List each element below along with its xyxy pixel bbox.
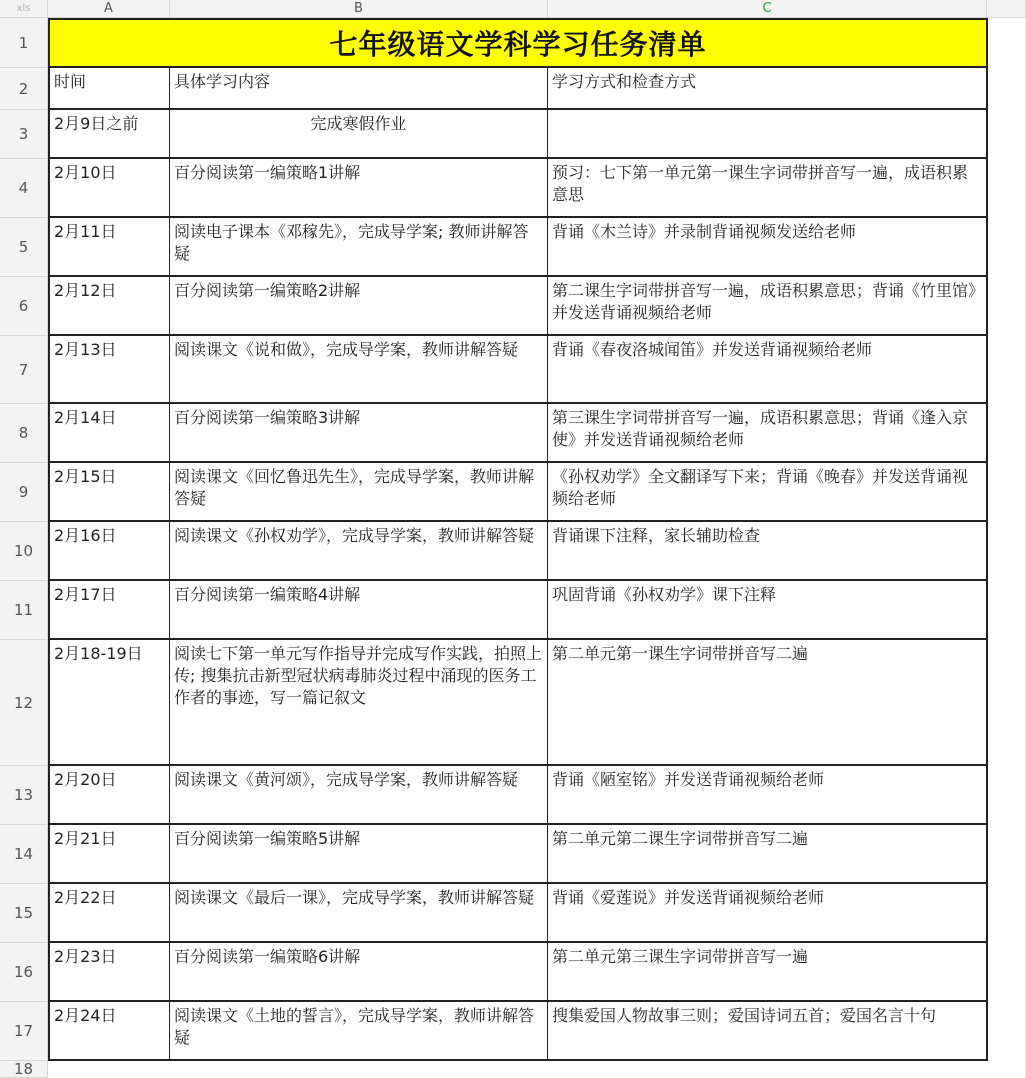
cell-b6[interactable]: 百分阅读第一编策略2讲解: [170, 277, 549, 336]
cell-c10[interactable]: 背诵课下注释，家长辅助检查: [548, 522, 988, 581]
row-header-1[interactable]: 1: [0, 18, 48, 68]
column-header-d[interactable]: [987, 0, 1026, 18]
cell-c8[interactable]: 第三课生字词带拼音写一遍，成语积累意思；背诵《逢入京使》并发送背诵视频给老师: [548, 404, 988, 463]
cell-a16[interactable]: 2月23日: [48, 943, 171, 1002]
cell-a12[interactable]: 2月18-19日: [48, 640, 171, 766]
cell-c11[interactable]: 巩固背诵《孙权劝学》课下注释: [548, 581, 988, 640]
column-header-b[interactable]: B: [170, 0, 548, 18]
row-header-16[interactable]: 16: [0, 943, 48, 1002]
cell-a10[interactable]: 2月16日: [48, 522, 171, 581]
row-header-4[interactable]: 4: [0, 159, 48, 218]
row-header-12[interactable]: 12: [0, 640, 48, 766]
sheet-title[interactable]: 七年级语文学科学习任务清单: [48, 18, 988, 68]
cell-a8[interactable]: 2月14日: [48, 404, 171, 463]
cell-a3[interactable]: 2月9日之前: [48, 110, 171, 159]
row-header-18[interactable]: 18: [0, 1061, 48, 1078]
select-all-corner[interactable]: xls: [0, 0, 48, 18]
row-header-13[interactable]: 13: [0, 766, 48, 825]
row-header-9[interactable]: 9: [0, 463, 48, 522]
cell-a7[interactable]: 2月13日: [48, 336, 171, 404]
cell-b9[interactable]: 阅读课文《回忆鲁迅先生》，完成导学案，教师讲解答疑: [170, 463, 549, 522]
cell-b15[interactable]: 阅读课文《最后一课》，完成导学案，教师讲解答疑: [170, 884, 549, 943]
cell-c13[interactable]: 背诵《陋室铭》并发送背诵视频给老师: [548, 766, 988, 825]
cell-c9[interactable]: 《孙权劝学》全文翻译写下来；背诵《晚春》并发送背诵视频给老师: [548, 463, 988, 522]
column-header-c[interactable]: C: [548, 0, 987, 18]
cell-b14[interactable]: 百分阅读第一编策略5讲解: [170, 825, 549, 884]
row-header-15[interactable]: 15: [0, 884, 48, 943]
cell-c17[interactable]: 搜集爱国人物故事三则；爱国诗词五首；爱国名言十句: [548, 1002, 988, 1061]
cell-a13[interactable]: 2月20日: [48, 766, 171, 825]
cell-a9[interactable]: 2月15日: [48, 463, 171, 522]
cell-a17[interactable]: 2月24日: [48, 1002, 171, 1061]
cell-c14[interactable]: 第二单元第二课生字词带拼音写二遍: [548, 825, 988, 884]
row-header-3[interactable]: 3: [0, 110, 48, 159]
cell-c15[interactable]: 背诵《爱莲说》并发送背诵视频给老师: [548, 884, 988, 943]
cell-b4[interactable]: 百分阅读第一编策略1讲解: [170, 159, 549, 218]
row-header-6[interactable]: 6: [0, 277, 48, 336]
row-header-14[interactable]: 14: [0, 825, 48, 884]
cell-b10[interactable]: 阅读课文《孙权劝学》，完成导学案，教师讲解答疑: [170, 522, 549, 581]
cell-b11[interactable]: 百分阅读第一编策略4讲解: [170, 581, 549, 640]
row-header-8[interactable]: 8: [0, 404, 48, 463]
cell-b13[interactable]: 阅读课文《黄河颂》，完成导学案，教师讲解答疑: [170, 766, 549, 825]
cell-b2[interactable]: 具体学习内容: [170, 68, 549, 110]
cell-c3[interactable]: [548, 110, 988, 159]
cell-c2[interactable]: 学习方式和检查方式: [548, 68, 988, 110]
row-header-11[interactable]: 11: [0, 581, 48, 640]
cell-a11[interactable]: 2月17日: [48, 581, 171, 640]
cell-b12[interactable]: 阅读七下第一单元写作指导并完成写作实践，拍照上传; 搜集抗击新型冠状病毒肺炎过程中涌现的医务工作者的事迹，写一篇记叙文: [170, 640, 549, 766]
cell-b3[interactable]: 完成寒假作业: [170, 110, 549, 159]
cell-a6[interactable]: 2月12日: [48, 277, 171, 336]
cell-a2[interactable]: 时间: [48, 68, 171, 110]
cell-b8[interactable]: 百分阅读第一编策略3讲解: [170, 404, 549, 463]
cell-c6[interactable]: 第二课生字词带拼音写一遍，成语积累意思；背诵《竹里馆》并发送背诵视频给老师: [548, 277, 988, 336]
row-header-5[interactable]: 5: [0, 218, 48, 277]
cell-a15[interactable]: 2月22日: [48, 884, 171, 943]
row-header-7[interactable]: 7: [0, 336, 48, 404]
cell-c7[interactable]: 背诵《春夜洛城闻笛》并发送背诵视频给老师: [548, 336, 988, 404]
cell-b17[interactable]: 阅读课文《土地的誓言》，完成导学案，教师讲解答疑: [170, 1002, 549, 1061]
cell-a14[interactable]: 2月21日: [48, 825, 171, 884]
cell-b7[interactable]: 阅读课文《说和做》，完成导学案，教师讲解答疑: [170, 336, 549, 404]
column-header-a[interactable]: A: [48, 0, 170, 18]
cell-c16[interactable]: 第二单元第三课生字词带拼音写一遍: [548, 943, 988, 1002]
row-header-2[interactable]: 2: [0, 68, 48, 110]
cell-a4[interactable]: 2月10日: [48, 159, 171, 218]
cell-c12[interactable]: 第二单元第一课生字词带拼音写二遍: [548, 640, 988, 766]
cell-b16[interactable]: 百分阅读第一编策略6讲解: [170, 943, 549, 1002]
row-header-10[interactable]: 10: [0, 522, 48, 581]
cell-b5[interactable]: 阅读电子课本《邓稼先》，完成导学案; 教师讲解答疑: [170, 218, 549, 277]
cell-c4[interactable]: 预习：七下第一单元第一课生字词带拼音写一遍，成语积累意思: [548, 159, 988, 218]
cell-c5[interactable]: 背诵《木兰诗》并录制背诵视频发送给老师: [548, 218, 988, 277]
row-header-17[interactable]: 17: [0, 1002, 48, 1061]
cell-a5[interactable]: 2月11日: [48, 218, 171, 277]
